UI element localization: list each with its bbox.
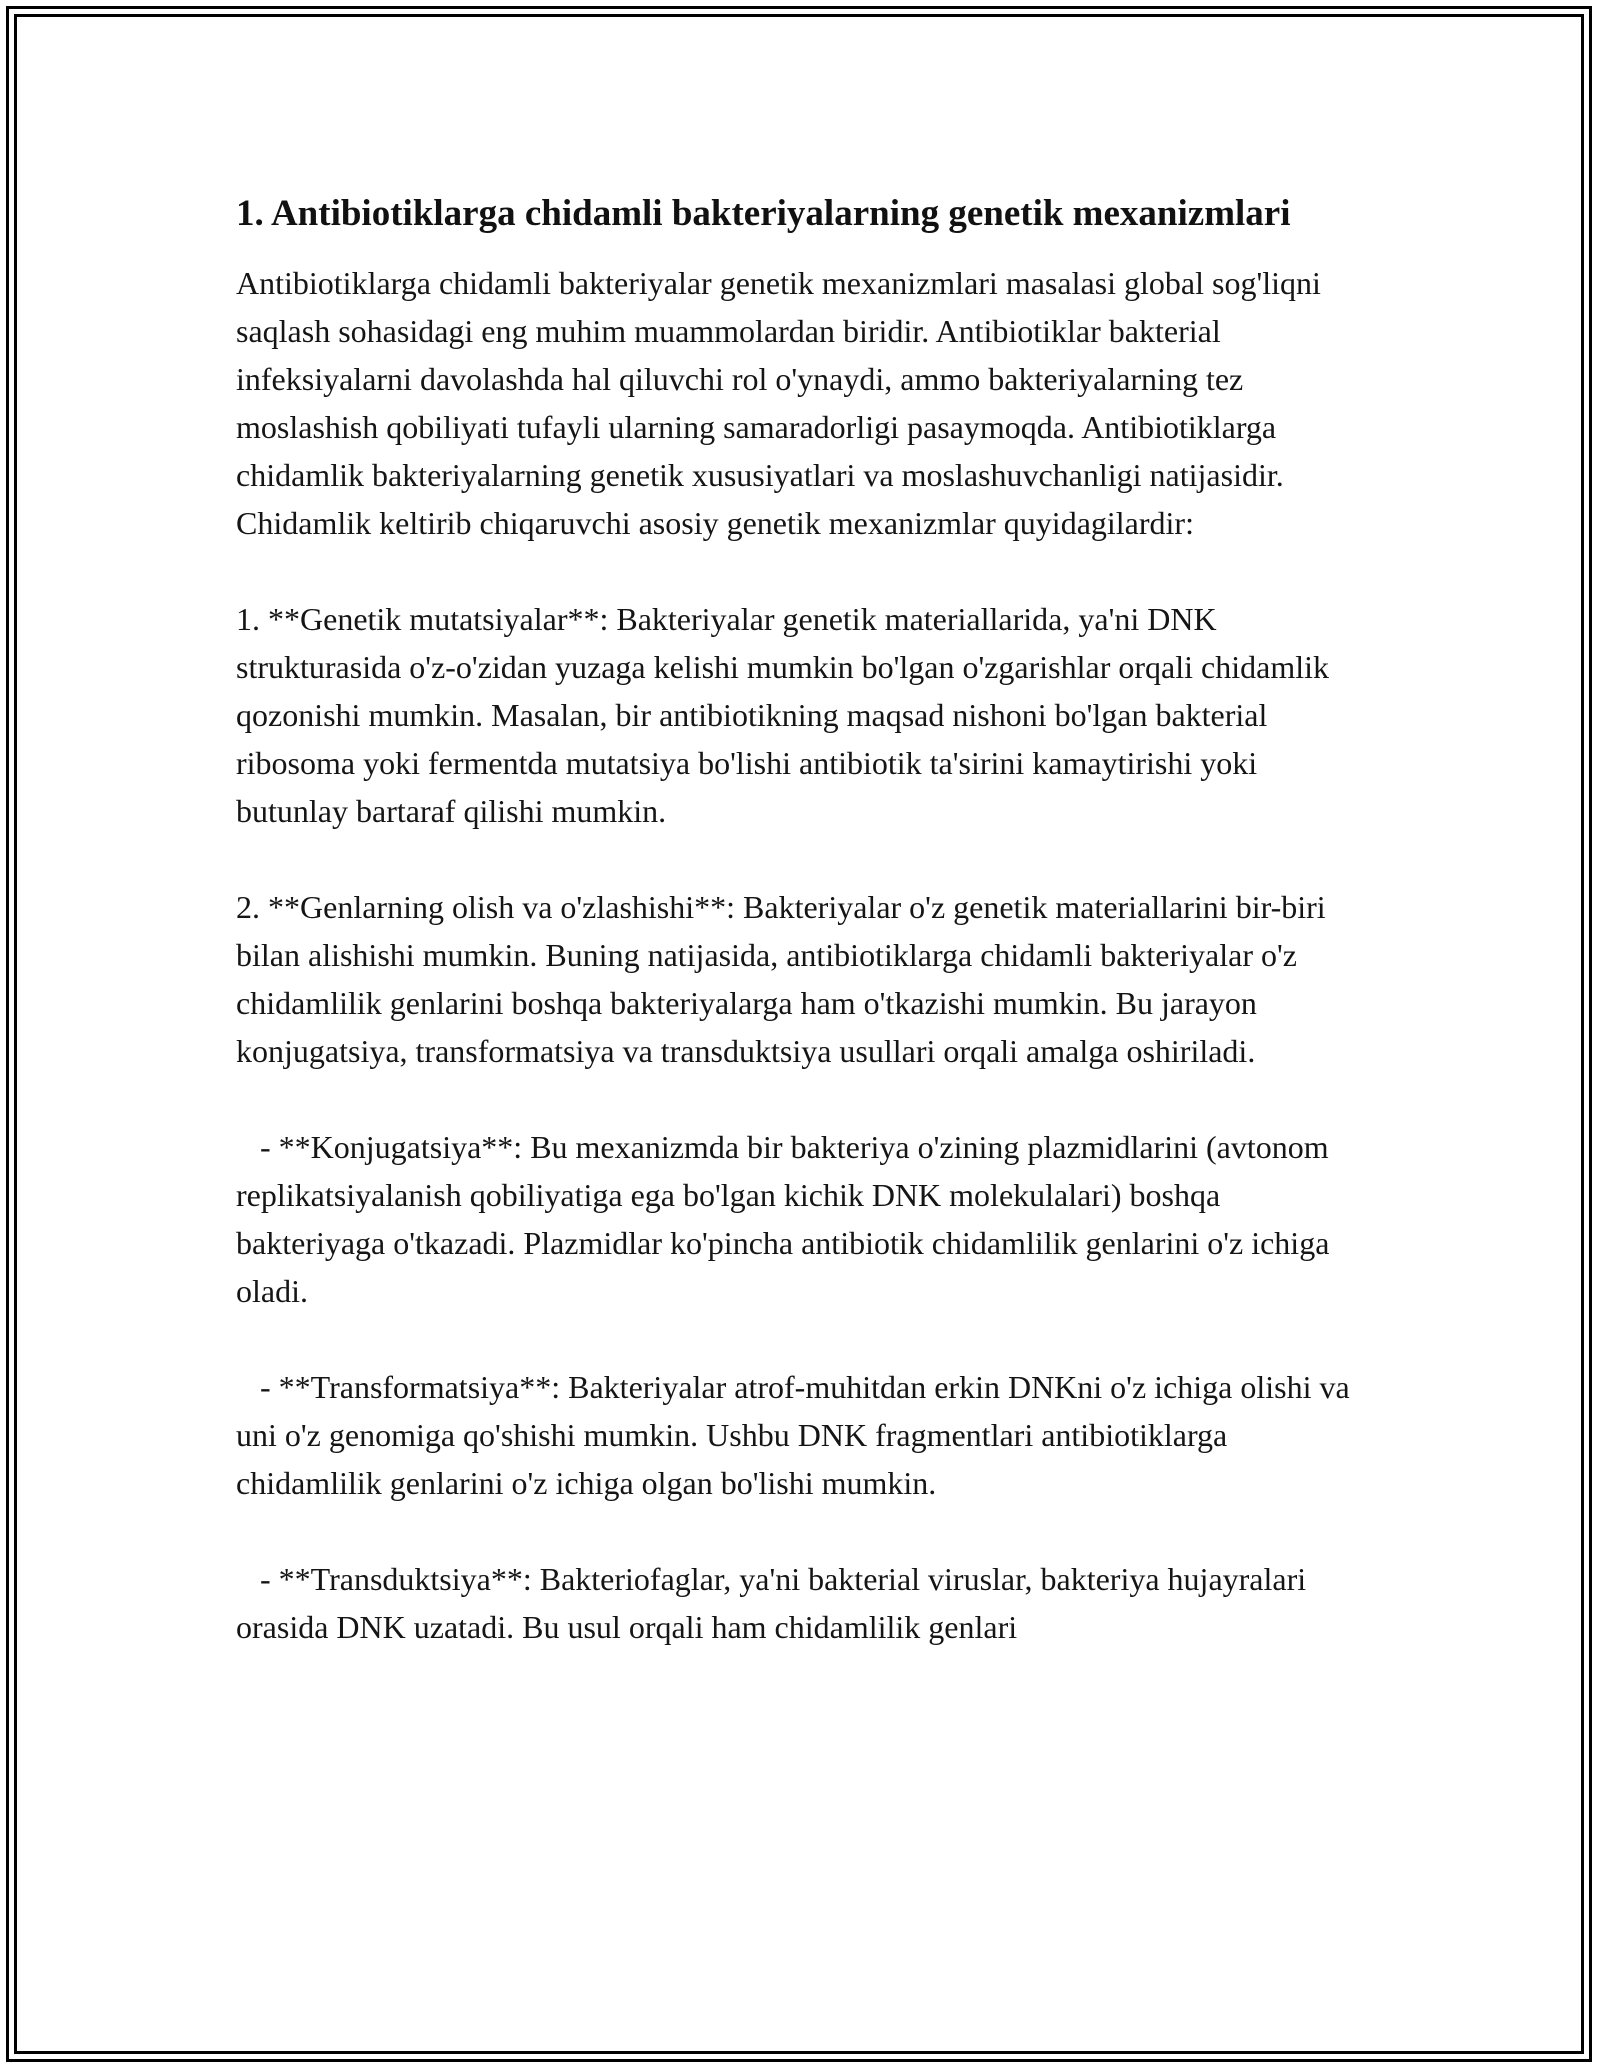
paragraph-transformation: - **Transformatsiya**: Bakteriyalar atrof-muhitdan erkin DNKni o'z ichiga olishi va uni o'z genomiga qo'shishi mumkin. Ushbu DNK fragmentlari antibiotiklarga chidamlilik genlarini o'z ichiga olgan bo'lishi mumkin. <box>236 1369 1358 1501</box>
paragraph-conjugation: - **Konjugatsiya**: Bu mexanizmda bir bakteriya o'zining plazmidlarini (avtonom replikatsiyalanish qobiliyatiga ega bo'lgan kichik DNK molekulalari) boshqa bakteriyaga o'tkazadi. Plazmidlar ko'pincha antibiotik chidamlilik genlarini o'z ichiga oladi. <box>236 1129 1338 1309</box>
paragraph-genetic-mutations: 1. **Genetik mutatsiyalar**: Bakteriyalar genetik materiallarida, ya'ni DNK strukturasida o'z-o'zidan yuzaga kelishi mumkin bo'lgan o'zgarishlar orqali chidamlik qozonishi mumkin. Masalan, bir antibiotikning maqsad nishoni bo'lgan bakterial ribosoma yoki fermentda mutatsiya bo'lishi antibiotik ta'sirini kamaytirishi yoki butunlay bartaraf qilishi mumkin. <box>236 601 1337 829</box>
intro-paragraph: Antibiotiklarga chidamli bakteriyalar genetik mexanizmlari masalasi global sog'liqni saqlash sohasidagi eng muhim muammolardan biridir. Antibiotiklar bakterial infeksiyalarni davolashda hal qiluvchi rol o'ynaydi, ammo bakteriyalarning tez moslashish qobiliyati tufayli ularning samaradorligi pasaymoqda. Antibiotiklarga chidamlik bakteriyalarning genetik xususiyatlari va moslashuvchanligi natijasidir. Chidamlik keltirib chiqaruvchi asosiy genetik mexanizmlar quyidagilardir: <box>236 265 1329 541</box>
paragraph-transduction: - **Transduktsiya**: Bakteriofaglar, ya'ni bakterial viruslar, bakteriya hujayralari orasida DNK uzatadi. Bu usul orqali ham chidamlilik genlari <box>236 1561 1315 1645</box>
paragraph-gene-transfer: 2. **Genlarning olish va o'zlashishi**: Bakteriyalar o'z genetik materiallarini bir-biri bilan alishishi mumkin. Buning natijasida, antibiotiklarga chidamli bakteriyalar o'z chidamlilik genlarini boshqa bakteriyalarga ham o'tkazishi mumkin. Bu jarayon konjugatsiya, transformatsiya va transduktsiya usullari orqali amalga oshiriladi. <box>236 889 1334 1069</box>
document-body <box>236 186 1366 1699</box>
section-heading: 1. Antibiotiklarga chidamli bakteriyalarning genetik mexanizmlari <box>236 193 1291 234</box>
